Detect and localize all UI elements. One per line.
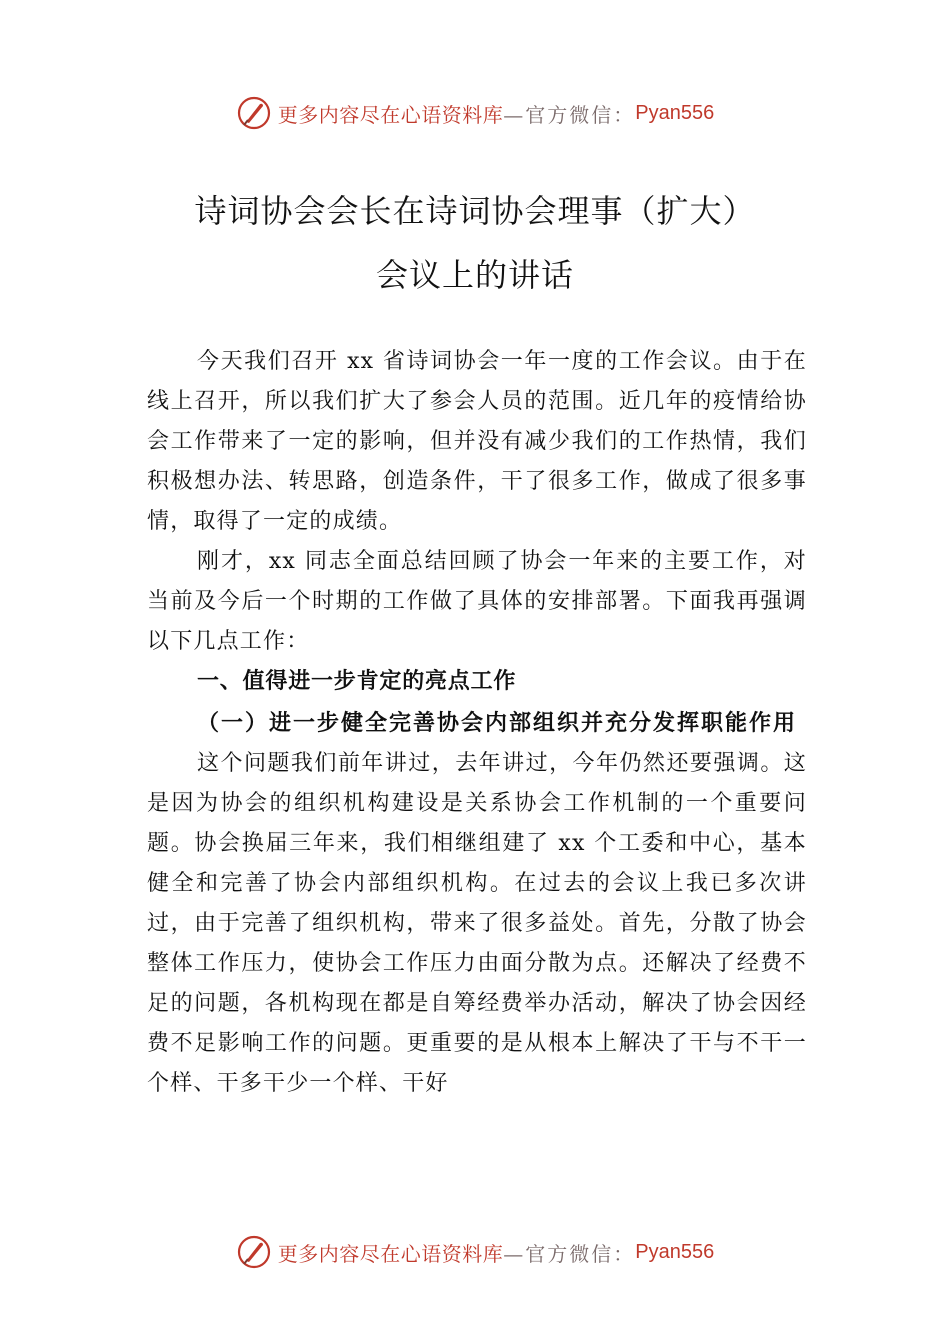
quill-logo-icon <box>236 95 272 131</box>
banner-text-id: Pyan556 <box>635 1240 715 1263</box>
quill-logo-icon <box>236 1234 272 1270</box>
banner-text-wechat: —官方微信： <box>503 102 636 127</box>
banner-text-id: Pyan556 <box>635 101 715 124</box>
banner-text-library: 更多内容尽在心语资料库 <box>277 1241 504 1266</box>
footer-watermark-banner <box>0 1232 950 1272</box>
paragraph: 今天我们召开 xx 省诗词协会一年一度的工作会议。由于在线上召开，所以我们扩大了参会人员的范围。近几年的疫情给协会工作带来了一定的影响，但并没有减少我们的工作热情，我们积极想办法、转思路，创造条件，干了很多工作，做成了很多事情，取得了一定的成绩。 <box>147 349 807 534</box>
paragraph: 这个问题我们前年讲过，去年讲过，今年仍然还要强调。这是因为协会的组织机构建设是关系协会工作机制的一个重要问题。协会换届三年来，我们相继组建了 xx 个工委和中心，基本健全和完善了协会内部组织机构。在过去的会议上我已多次讲过，由于完善了组织机构，带来了很多益处。首先，分散了协会整体工作压力，使协会工作压力由面分散为点。还解决了经费不足的问题，各机构现在都是自筹经费举办活动，解决了协会因经费不足影响工作的问题。更重要的是从根本上解决了干与不干一个样、干多干少一个样、干好 <box>147 751 807 1096</box>
document-title-line2: 会议上的讲话 <box>375 256 574 294</box>
banner-text-wechat: —官方微信： <box>503 1241 636 1266</box>
subsection-heading: （一）进一步健全完善协会内部组织并充分发挥职能作用 <box>197 710 798 736</box>
header-watermark-banner <box>0 93 950 133</box>
document-body <box>147 342 807 1104</box>
banner-text-library: 更多内容尽在心语资料库 <box>277 102 504 127</box>
section-heading: 一、值得进一步肯定的亮点工作 <box>197 669 517 694</box>
paragraph: 刚才，xx 同志全面总结回顾了协会一年来的主要工作，对当前及今后一个时期的工作做了具体的安排部署。下面我再强调以下几点工作： <box>147 549 807 654</box>
document-title-line1: 诗词协会会长在诗词协会理事（扩大） <box>194 192 756 230</box>
